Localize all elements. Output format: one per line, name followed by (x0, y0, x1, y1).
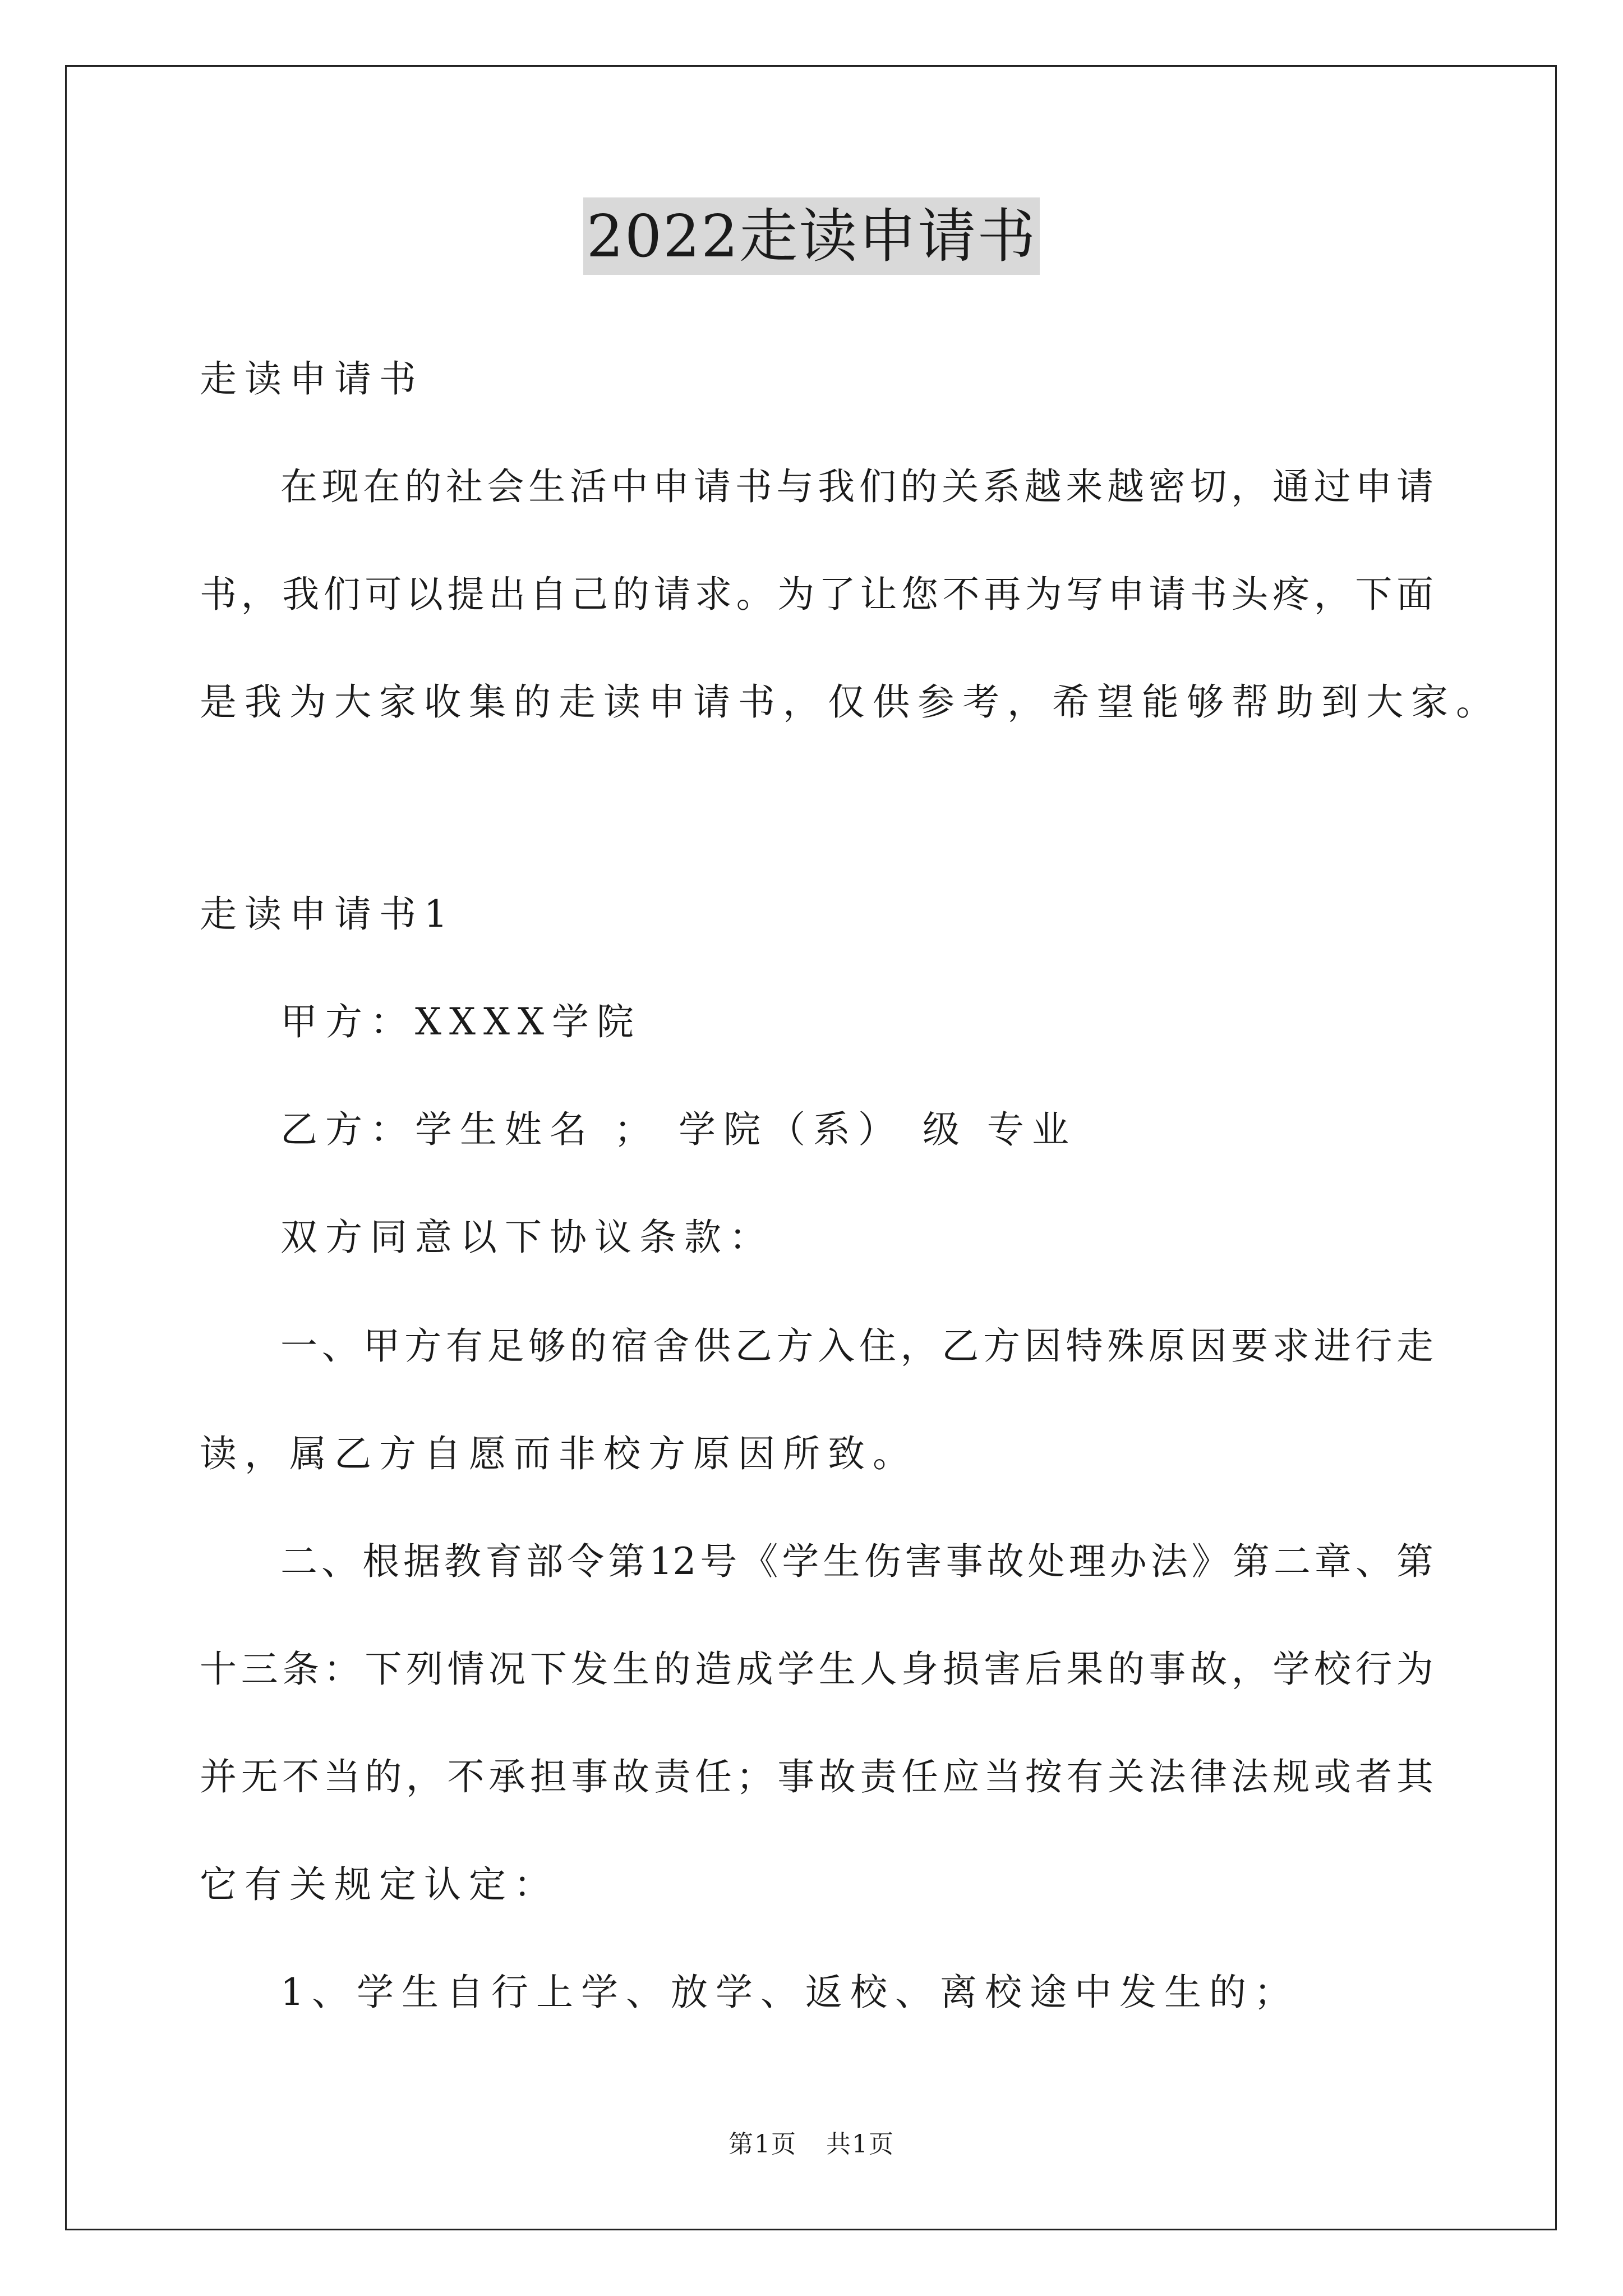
paragraph-line: 并无不当的，不承担事故责任；事故责任应当按有关法律法规或者其 (200, 1755, 1433, 1798)
paragraph-line: 它有关规定认定： (200, 1863, 559, 1906)
paragraph-line: 一、甲方有足够的宿舍供乙方入住，乙方因特殊原因要求进行走 (280, 1324, 1433, 1368)
paragraph-line: 双方同意以下协议条款： (280, 1216, 774, 1259)
section-heading: 走读申请书1 (200, 892, 455, 936)
paragraph-line: 乙方：学生姓名 ； 学院（系） 级 专业 (280, 1108, 1077, 1151)
paragraph-line: 书，我们可以提出自己的请求。为了让您不再为写申请书头疼，下面 (200, 573, 1433, 616)
page-total: 共1页 (826, 2130, 895, 2159)
paragraph-line: 在现在的社会生活中申请书与我们的关系越来越密切，通过申请 (280, 465, 1433, 508)
title-container (0, 197, 1623, 275)
paragraph-line: 是我为大家收集的走读申请书，仅供参考，希望能够帮助到大家。 (200, 680, 1501, 724)
section-heading: 走读申请书 (200, 357, 424, 401)
paragraph-line: 十三条：下列情况下发生的造成学生人身损害后果的事故，学校行为 (200, 1648, 1433, 1691)
paragraph-line: 甲方：XXXX学院 (280, 1000, 642, 1043)
document-title: 2022走读申请书 (583, 197, 1040, 275)
paragraph-line: 1、学生自行上学、放学、返校、离校途中发生的； (280, 1971, 1299, 2014)
paragraph-line: 读，属乙方自愿而非校方原因所致。 (200, 1432, 917, 1475)
page-number: 第1页 (728, 2130, 797, 2159)
paragraph-line: 二、根据教育部令第12号《学生伤害事故处理办法》第二章、第 (280, 1540, 1433, 1583)
page-footer (0, 2129, 1623, 2160)
